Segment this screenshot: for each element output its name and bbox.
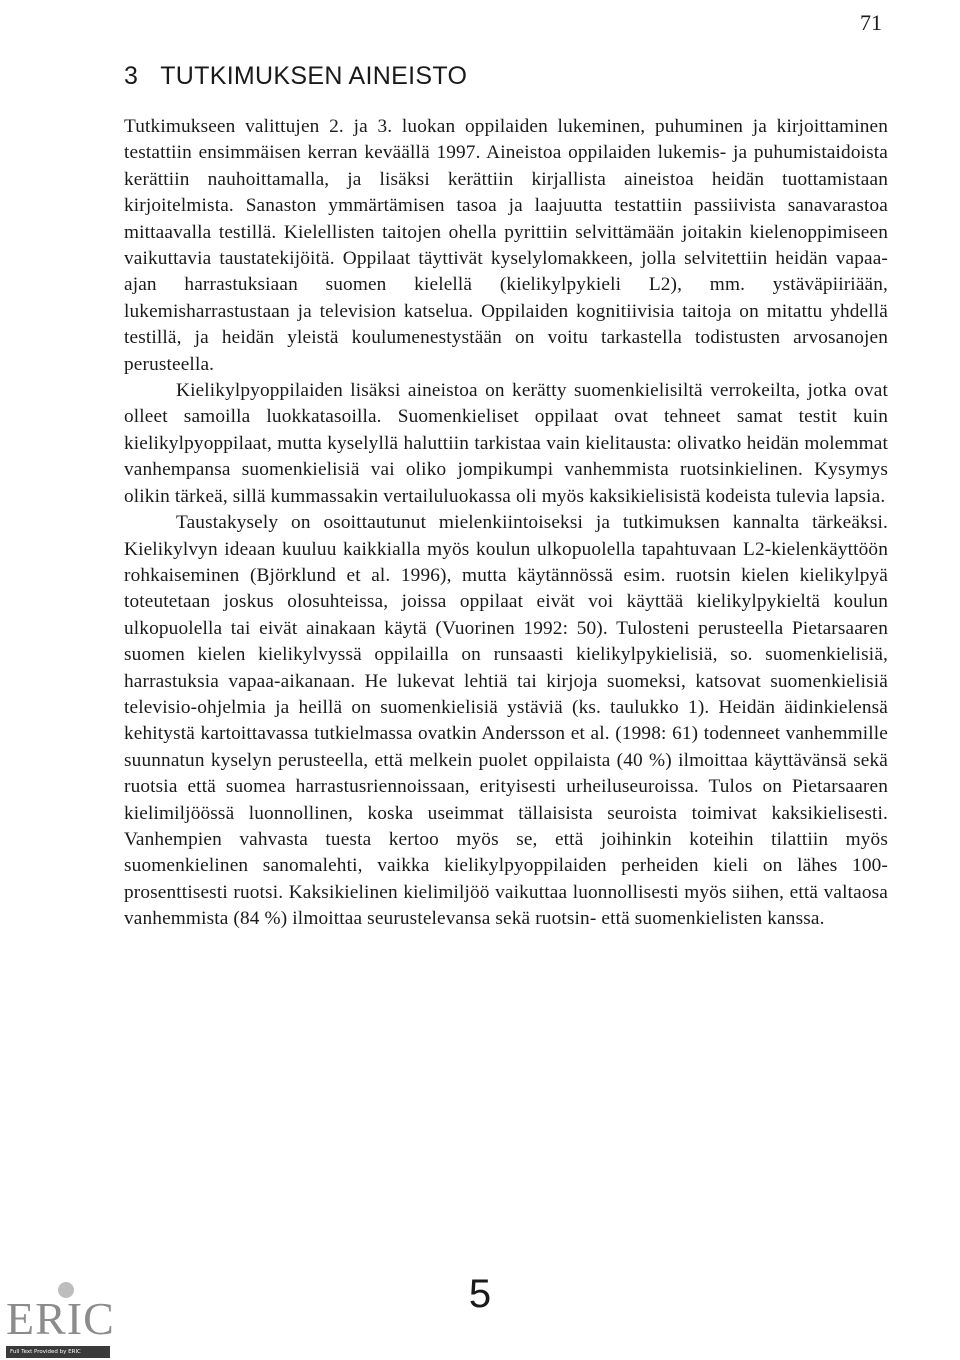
paragraph-3: Taustakysely on osoittautunut mielenkiintoiseksi ja tutkimuksen kannalta tärkeäksi. Kielikylvyn ideaan kuuluu kaikkialla myös koulun ulkopuolella tapahtuvaan L2-kielenkäyttöön rohkaiseminen (Björklund et al. 1996), mutta käytännössä esim. ruotsin kielen kielikylpyä toteutetaan joskus olosuhteissa, joissa oppilaat eivät voi käyttää kielikylpykieltä koulun ulkopuolella tai eivät ainakaan käytä (Vuorinen 1992: 50). Tulosteni perusteella Pietarsaaren suomen kielen kielikylvyssä oppilailla on runsaasti kielikylpykielisiä, so. suomenkielisiä, harrastuksia vapaa-aikanaan. He lukevat lehtiä tai kirjoja suomeksi, katsovat suomenkielisiä televisio-ohjelmia ja heillä on suomenkielisiä ystäviä (ks. taulukko 1). Heidän äidinkielensä kehitystä kartoittavassa tutkielmassa ovatkin Andersson et al. (1998: 61) todenneet vanhemmille suunnatun kyselyn perusteella, että melkein puolet oppilaista (40 %) ilmoittaa käyttävänsä sekä ruotsia että suomea harrastusriennoissaan, erityisesti urheiluseuroissa. Tulos on Pietarsaaren kielimiljöössä luonnollinen, koska useimmat tällaisista seuroista toimivat kaksikielisesti. Vanhempien vahvasta tuesta kertoo myös se, että joihinkin koteihin tilattiin myös suomenkielinen sanomalehti, vaikka kielikylpyoppilaiden perheiden kieli on lähes 100-prosenttisesti ruotsi. Kaksikielinen kielimiljöö vaikuttaa luonnollisesti myös siihen, että valtaosa vanhemmista (84 %) ilmoittaa seurustelevansa sekä ruotsin- että suomenkielisten kanssa. bbox=[124, 512, 888, 930]
paragraph-1: Tutkimukseen valittujen 2. ja 3. luokan oppilaiden lukeminen, puhuminen ja kirjoittaminen testattiin ensimmäisen kerran keväällä 1997. Aineistoa oppilaiden lukemis- ja puhumistaidoista kerättiin nauhoittamalla, ja lisäksi kerättiin kirjallista aineistoa heidän tuottamistaan kirjoitelmista. Sanaston ymmärtämisen tasoa ja laajuutta testattiin passiivista sanavarastoa mittaavalla testillä. Kielellisten taitojen ohella pyrittiin selvittämään joitakin kielenoppimiseen vaikuttavia taustatekijöitä. Oppilaat täyttivät kyselylomakkeen, jolla selvitettiin heidän vapaa-ajan harrastuksiaan suomen kielellä (kielikylpykieli L2), mm. ystäväpiiriään, lukemisharrastustaan ja television katselua. Oppilaiden kognitiivisia taitoja on mitattu yhdellä testillä, ja heidän yleistä koulumenestystään on voitu tarkastella todistusten arvosanojen perusteella. bbox=[124, 116, 888, 375]
eric-logo-letters: ERIC bbox=[6, 1293, 115, 1344]
eric-logo-bar-text: Full Text Provided by ERIC bbox=[10, 1349, 81, 1355]
footer-page-number: 5 bbox=[468, 1272, 492, 1316]
paragraph-2: Kielikylpyoppilaiden lisäksi aineistoa on kerätty suomenkielisiltä verrokeilta, jotka ovat olleet samoilla luokkatasoilla. Suomenkieliset oppilaat ovat tehneet samat testit kuin kielikylpyoppilaat, mutta kyselyllä haluttiin tarkistaa vain kielitausta: olivatko heidän molemmat vanhempansa suomenkielisiä vai oliko jompikumpi vanhemmista ruotsinkielinen. Kysymys olikin tärkeä, sillä kummassakin vertailuluokassa oli myös kaksikielisistä kodeista tulevia lapsia. bbox=[124, 380, 888, 507]
section-heading bbox=[124, 62, 467, 91]
eric-logo bbox=[6, 1282, 115, 1358]
page-number: 71 bbox=[860, 10, 882, 35]
section-title: TUTKIMUKSEN AINEISTO bbox=[160, 62, 468, 90]
body-text bbox=[124, 114, 888, 933]
section-number: 3 bbox=[124, 62, 139, 90]
